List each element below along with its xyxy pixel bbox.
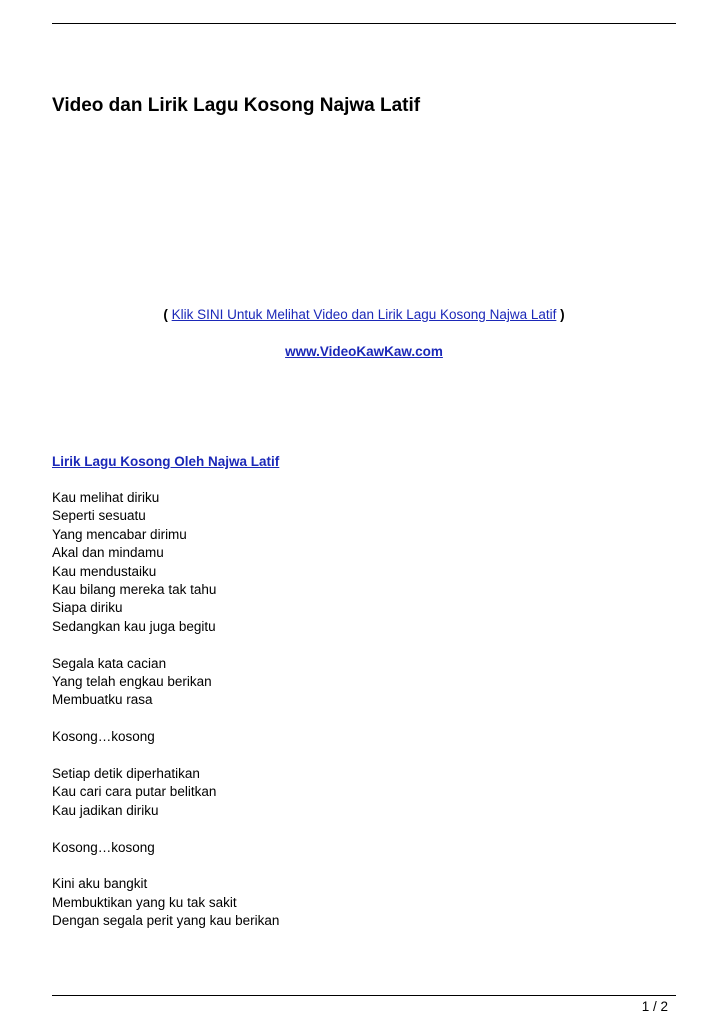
lyric-line: Membuktikan yang ku tak sakit <box>52 894 237 910</box>
lyric-line: Akal dan mindamu <box>52 545 164 561</box>
video-link-line <box>0 306 728 324</box>
lyric-line: Kau jadikan diriku <box>52 802 159 818</box>
page-number: 1 / 2 <box>641 999 668 1014</box>
site-link[interactable]: www.VideoKawKaw.com <box>285 344 443 359</box>
lyrics-heading-link[interactable]: Lirik Lagu Kosong Oleh Najwa Latif <box>52 454 280 469</box>
footer-rule <box>52 995 676 996</box>
stanza <box>52 655 279 710</box>
stanza <box>52 875 279 930</box>
lyric-line: Yang telah engkau berikan <box>52 674 212 690</box>
site-line <box>0 343 728 361</box>
lyrics-body <box>52 489 279 949</box>
stanza <box>52 765 279 820</box>
page-title: Video dan Lirik Lagu Kosong Najwa Latif <box>52 95 421 116</box>
video-link[interactable]: Klik SINI Untuk Melihat Video dan Lirik Lagu Kosong Najwa Latif <box>171 307 557 322</box>
link-close-paren: ) <box>560 307 565 322</box>
lyric-line: Sedangkan kau juga begitu <box>52 618 216 634</box>
lyric-line: Kosong…kosong <box>52 839 155 855</box>
lyric-line: Setiap detik diperhatikan <box>52 766 200 782</box>
link-open-paren: ( <box>163 307 168 322</box>
lyric-line: Seperti sesuatu <box>52 508 146 524</box>
lyric-line: Kau bilang mereka tak tahu <box>52 582 217 598</box>
stanza <box>52 489 279 636</box>
lyric-line: Kau cari cara putar belitkan <box>52 784 217 800</box>
lyric-line: Siapa diriku <box>52 600 123 616</box>
lyric-line: Kau mendustaiku <box>52 563 157 579</box>
lyric-line: Kini aku bangkit <box>52 876 148 892</box>
stanza <box>52 839 279 857</box>
header-rule <box>52 23 676 24</box>
lyric-line: Dengan segala perit yang kau berikan <box>52 913 280 929</box>
lyric-line: Kau melihat diriku <box>52 490 160 505</box>
lyric-line: Membuatku rasa <box>52 692 153 708</box>
lyric-line: Kosong…kosong <box>52 729 155 745</box>
lyrics-heading <box>52 453 279 471</box>
stanza <box>52 728 279 746</box>
lyric-line: Segala kata cacian <box>52 655 167 671</box>
lyric-line: Yang mencabar dirimu <box>52 526 187 542</box>
